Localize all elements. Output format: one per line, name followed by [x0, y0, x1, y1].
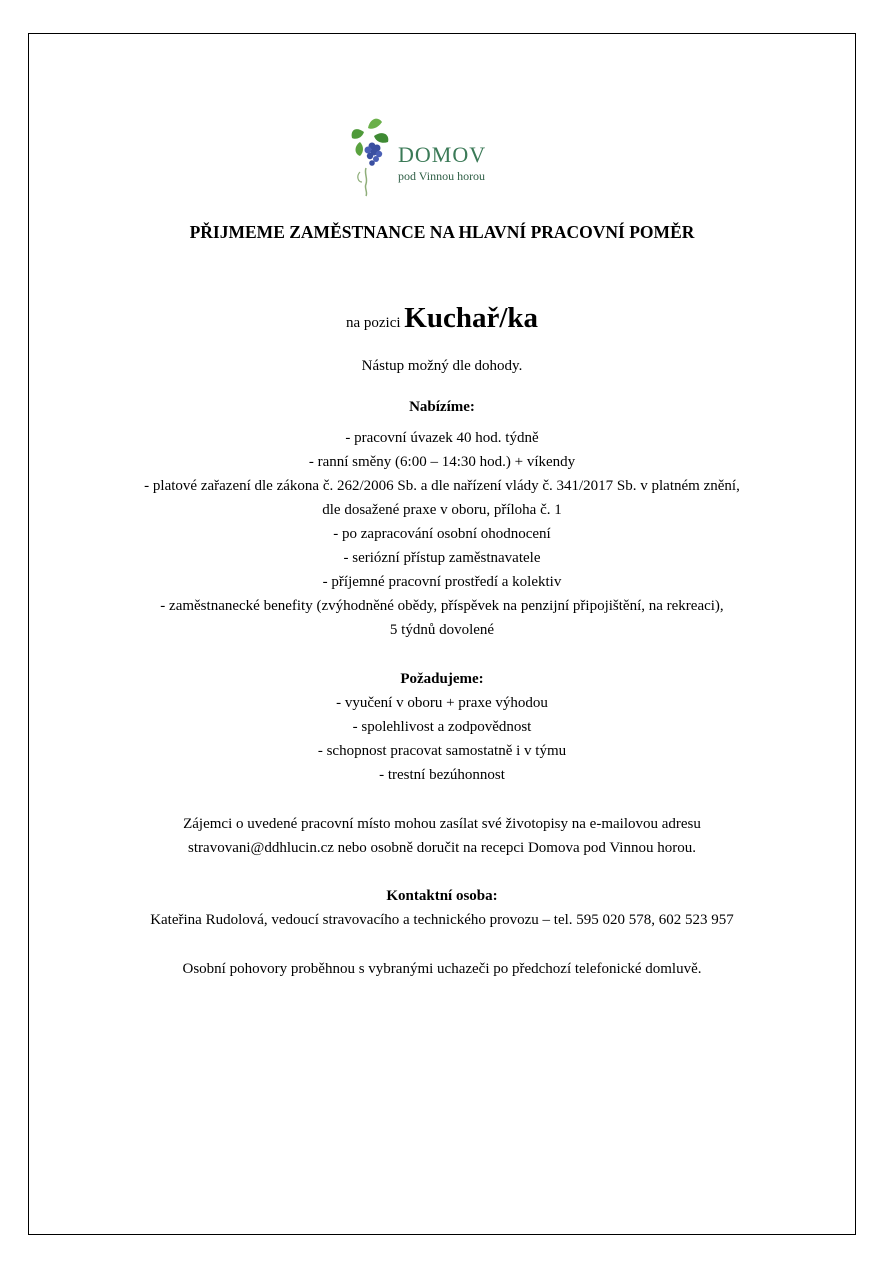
- offer-item: dle dosažené praxe v oboru, příloha č. 1: [322, 502, 562, 518]
- requirements-heading: Požadujeme:: [400, 671, 484, 687]
- application-text: Zájemci o uvedené pracovní místo mohou zasílat své životopisy na e-mailovou adresu: [183, 816, 701, 832]
- logo-wordmark: DOMOV: [398, 142, 487, 167]
- position-prefix: na pozici: [345, 315, 401, 331]
- contact-heading: Kontaktní osoba:: [386, 888, 498, 904]
- contact-details: Kateřina Rudolová, vedoucí stravovacího a technického provozu – tel. 595 020 578, 602 523 957: [150, 912, 734, 928]
- offer-item: - seriózní přístup zaměstnavatele: [343, 550, 541, 566]
- offer-item: - zaměstnanecké benefity (zvýhodněné obědy, příspěvek na penzijní připojištění, na rekreaci),: [160, 598, 724, 614]
- grapevine-icon: [346, 112, 398, 198]
- offer-item: - ranní směny (6:00 – 14:30 hod.) + víkendy: [308, 454, 576, 470]
- offer-heading: Nabízíme:: [409, 399, 475, 415]
- offer-item: - příjemné pracovní prostředí a kolektiv: [322, 574, 562, 590]
- offer-item: - pracovní úvazek 40 hod. týdně: [345, 430, 539, 446]
- offer-item: - po zapracování osobní ohodnocení: [333, 526, 551, 542]
- offer-item: 5 týdnů dovolené: [389, 622, 495, 638]
- logo-subtitle: pod Vinnou horou: [398, 169, 486, 183]
- start-date-note: Nástup možný dle dohody.: [361, 358, 523, 374]
- offer-item: - platové zařazení dle zákona č. 262/2006 Sb. a dle nařízení vlády č. 341/2017 Sb. v platném znění,: [144, 478, 740, 494]
- logo: [346, 112, 516, 198]
- position-title: Kuchař/ka: [404, 302, 539, 334]
- position-line: [29, 300, 855, 341]
- application-text: stravovani@ddhlucin.cz nebo osobně doručit na recepci Domova pod Vinnou horou.: [188, 840, 696, 856]
- requirement-item: - schopnost pracovat samostatně i v týmu: [317, 743, 567, 759]
- requirement-item: - spolehlivost a zodpovědnost: [352, 719, 532, 735]
- requirement-item: - trestní bezúhonnost: [379, 767, 505, 783]
- interviews-note: Osobní pohovory proběhnou s vybranými uchazeči po předchozí telefonické domluvě.: [182, 961, 702, 977]
- requirement-item: - vyučení v oboru + praxe výhodou: [336, 695, 548, 711]
- headline: PŘIJMEME ZAMĚSTNANCE NA HLAVNÍ PRACOVNÍ POMĚR: [189, 222, 695, 242]
